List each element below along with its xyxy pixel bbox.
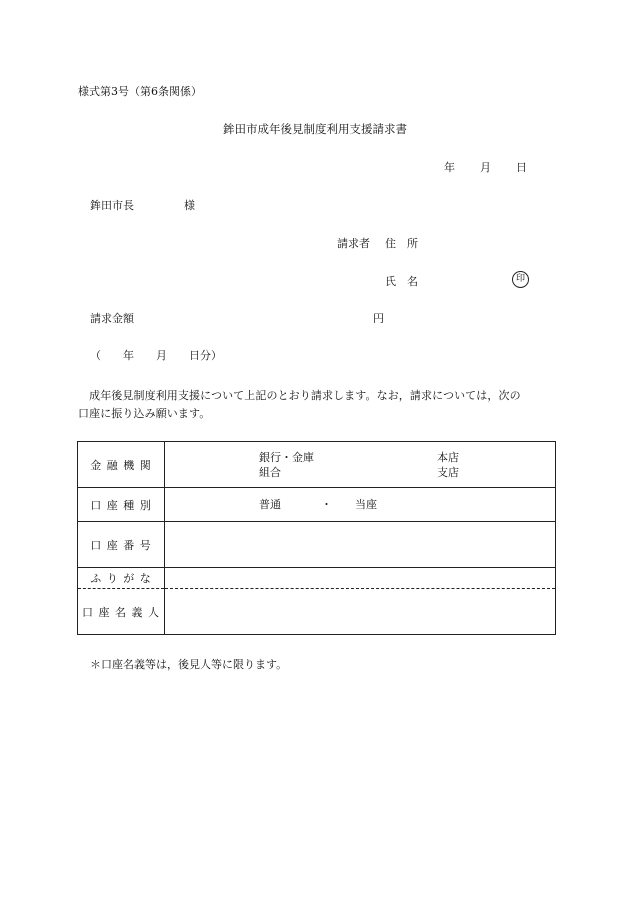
- table-row: [78, 522, 556, 568]
- date-day-label: 日: [516, 161, 527, 174]
- bank-account-table: [77, 441, 556, 635]
- bank-type-top: 銀行・金庫: [259, 451, 314, 464]
- amount-label: 請求金額: [90, 312, 134, 325]
- form-number: 様式第3号（第6条関係）: [78, 85, 202, 98]
- furigana-label: ふ り が な: [78, 568, 165, 589]
- request-body-text: [78, 387, 558, 423]
- account-number-label: 口 座 番 号: [78, 522, 165, 568]
- account-number-field[interactable]: [165, 522, 556, 568]
- account-type-separator: ・: [321, 498, 332, 511]
- requester-label: 請求者: [337, 237, 370, 250]
- furigana-field[interactable]: [165, 568, 556, 589]
- period-note: （ 年 月 日分）: [90, 349, 222, 362]
- form-title: 鉾田市成年後見制度利用支援請求書: [223, 122, 407, 136]
- body-line-2: 口座に振り込み願います。: [78, 407, 211, 420]
- account-type-label: 口 座 種 別: [78, 488, 165, 522]
- bank-type-bottom: 組合: [259, 466, 281, 479]
- table-row: [78, 488, 556, 522]
- branch-type-top: 本店: [437, 451, 459, 464]
- account-type-ordinary: 普通: [259, 498, 281, 511]
- table-row: [78, 568, 556, 589]
- table-row: [78, 589, 556, 635]
- requester-address-label: 住 所: [385, 237, 418, 250]
- account-type-cell[interactable]: [165, 488, 556, 522]
- institution-label: 金 融 機 関: [78, 442, 165, 488]
- account-holder-field[interactable]: [165, 589, 556, 635]
- date-month-label: 月: [480, 161, 491, 174]
- institution-cell[interactable]: [165, 442, 556, 488]
- footnote: ＊口座名義等は，後見人等に限ります。: [90, 658, 288, 671]
- table-row: [78, 442, 556, 488]
- seal-mark: 印: [512, 271, 529, 288]
- date-year-label: 年: [444, 161, 455, 174]
- branch-type-bottom: 支店: [437, 466, 459, 479]
- body-line-1: 成年後見制度利用支援について上記のとおり請求します。なお，請求については，次の: [78, 389, 521, 402]
- addressee-honorific: 様: [184, 199, 195, 212]
- account-holder-label: 口 座 名 義 人: [78, 589, 165, 635]
- amount-unit: 円: [373, 312, 384, 325]
- requester-name-label: 氏 名: [385, 275, 418, 288]
- addressee-name: 鉾田市長: [90, 199, 134, 212]
- account-type-current: 当座: [355, 498, 377, 511]
